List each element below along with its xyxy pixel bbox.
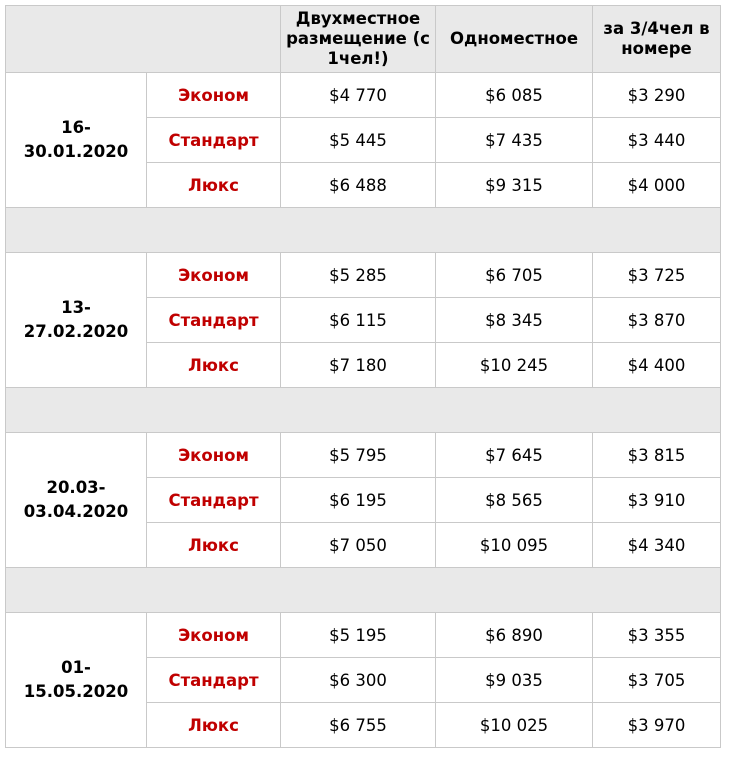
room-type-cell: Эконом	[147, 253, 281, 298]
table-row	[6, 613, 721, 658]
price-single-cell: $7 435	[436, 118, 593, 163]
price-double-cell: $6 300	[281, 658, 436, 703]
period-cell: 16- 30.01.2020	[6, 73, 147, 208]
price-single-cell: $8 565	[436, 478, 593, 523]
room-type-cell: Люкс	[147, 703, 281, 748]
header-row	[6, 6, 721, 73]
price-table	[5, 5, 721, 748]
price-single-cell: $10 245	[436, 343, 593, 388]
price-single-cell: $10 025	[436, 703, 593, 748]
price-group-cell: $3 910	[593, 478, 721, 523]
price-single-cell: $8 345	[436, 298, 593, 343]
price-double-cell: $5 285	[281, 253, 436, 298]
period-cell: 01- 15.05.2020	[6, 613, 147, 748]
room-type-cell: Эконом	[147, 613, 281, 658]
table-row	[6, 433, 721, 478]
room-type-cell: Стандарт	[147, 118, 281, 163]
price-single-cell: $10 095	[436, 523, 593, 568]
price-group-cell: $4 000	[593, 163, 721, 208]
price-single-cell: $7 645	[436, 433, 593, 478]
price-single-cell: $9 035	[436, 658, 593, 703]
period-cell: 13- 27.02.2020	[6, 253, 147, 388]
price-single-cell: $6 085	[436, 73, 593, 118]
price-group-cell: $4 340	[593, 523, 721, 568]
separator-cell	[6, 568, 721, 613]
price-double-cell: $6 115	[281, 298, 436, 343]
header-double-occupancy: Двухместное размещение (с 1чел!)	[281, 6, 436, 73]
price-double-cell: $5 795	[281, 433, 436, 478]
price-double-cell: $5 445	[281, 118, 436, 163]
price-single-cell: $6 890	[436, 613, 593, 658]
room-type-cell: Люкс	[147, 163, 281, 208]
room-type-cell: Стандарт	[147, 298, 281, 343]
room-type-cell: Стандарт	[147, 478, 281, 523]
price-double-cell: $5 195	[281, 613, 436, 658]
separator-cell	[6, 388, 721, 433]
price-double-cell: $6 755	[281, 703, 436, 748]
header-single-occupancy: Одноместное	[436, 6, 593, 73]
price-double-cell: $7 180	[281, 343, 436, 388]
table-row	[6, 253, 721, 298]
room-type-cell: Эконом	[147, 73, 281, 118]
price-double-cell: $4 770	[281, 73, 436, 118]
table-row	[6, 73, 721, 118]
price-single-cell: $6 705	[436, 253, 593, 298]
separator-row	[6, 388, 721, 433]
separator-cell	[6, 208, 721, 253]
price-single-cell: $9 315	[436, 163, 593, 208]
room-type-cell: Стандарт	[147, 658, 281, 703]
price-double-cell: $6 195	[281, 478, 436, 523]
price-group-cell: $3 870	[593, 298, 721, 343]
price-group-cell: $3 355	[593, 613, 721, 658]
price-group-cell: $3 290	[593, 73, 721, 118]
header-empty-cell	[6, 6, 281, 73]
price-group-cell: $3 815	[593, 433, 721, 478]
table-body	[6, 73, 721, 748]
room-type-cell: Эконом	[147, 433, 281, 478]
price-double-cell: $7 050	[281, 523, 436, 568]
price-group-cell: $4 400	[593, 343, 721, 388]
room-type-cell: Люкс	[147, 343, 281, 388]
price-group-cell: $3 705	[593, 658, 721, 703]
separator-row	[6, 208, 721, 253]
price-group-cell: $3 970	[593, 703, 721, 748]
period-cell: 20.03- 03.04.2020	[6, 433, 147, 568]
separator-row	[6, 568, 721, 613]
price-double-cell: $6 488	[281, 163, 436, 208]
price-group-cell: $3 440	[593, 118, 721, 163]
header-group-occupancy: за 3/4чел в номере	[593, 6, 721, 73]
price-group-cell: $3 725	[593, 253, 721, 298]
room-type-cell: Люкс	[147, 523, 281, 568]
